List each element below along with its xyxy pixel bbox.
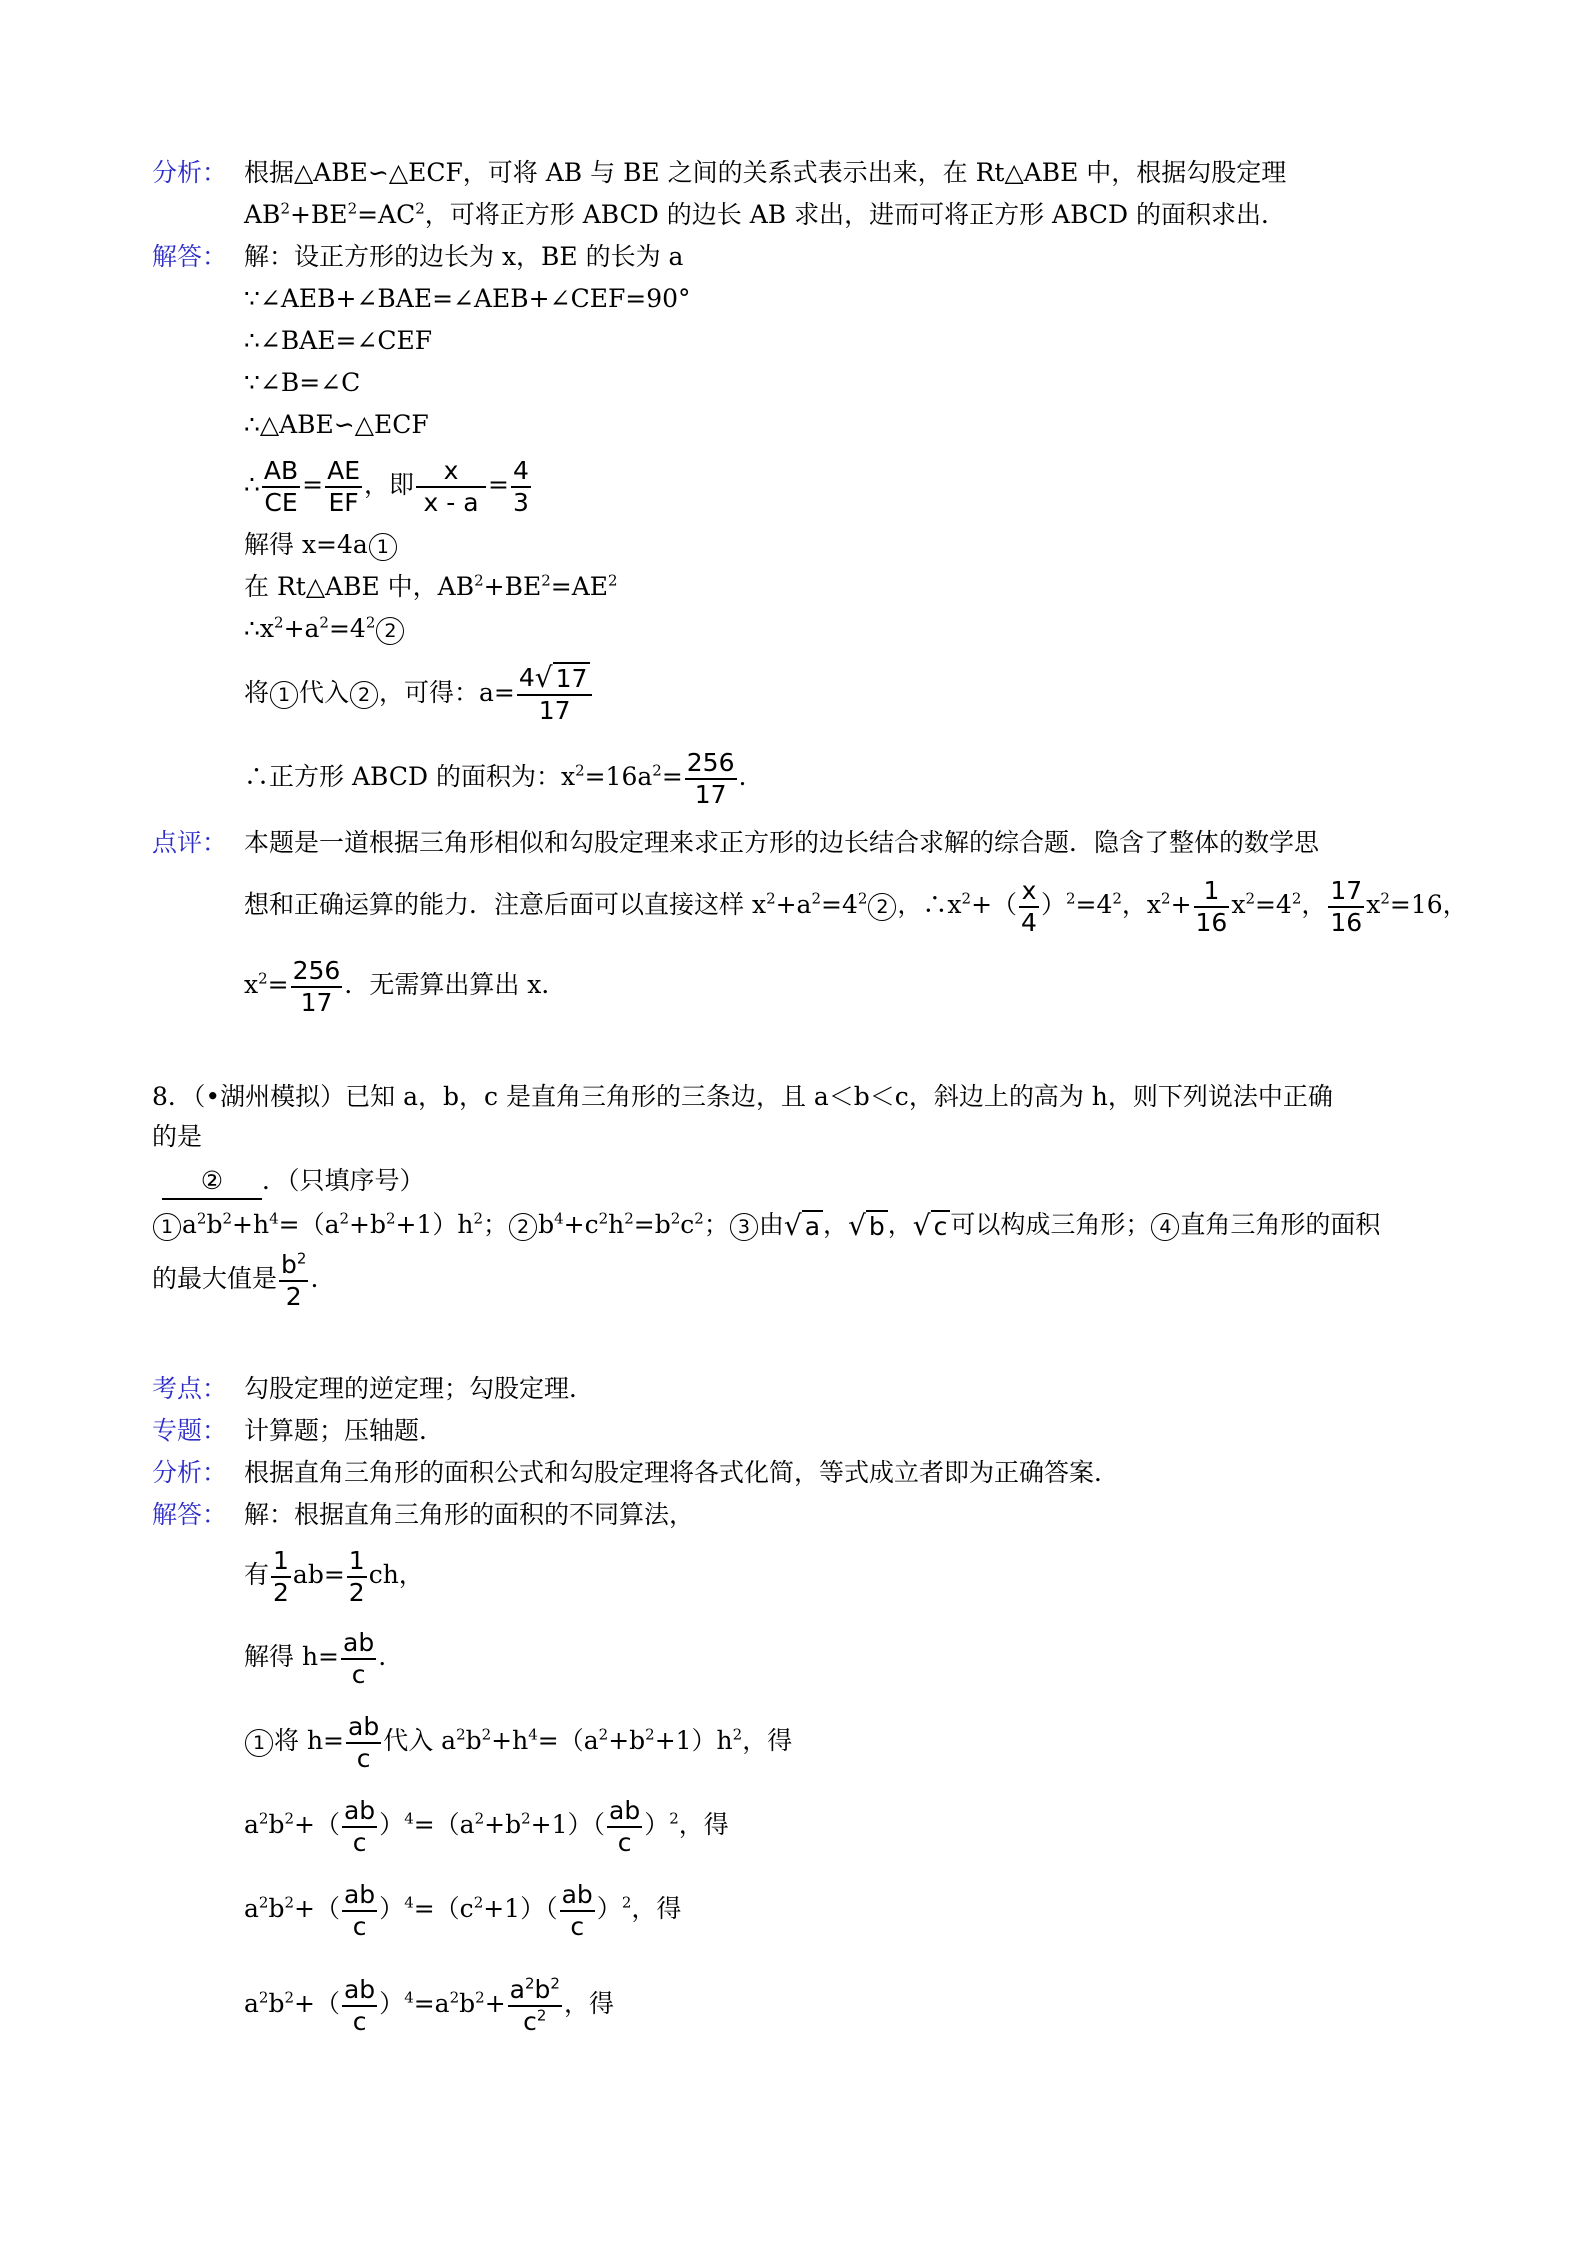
square-root: √ c xyxy=(913,1209,951,1244)
circled-number: 1 xyxy=(245,1729,273,1757)
solution-line: ∴∠BAE=∠CEF xyxy=(244,326,433,355)
solution-line: $a^2b^2+$（ $\frac{ab}{c}$ ）$^4=(c^2+1)$（ $\frac{ab}{c}$ ）$^2$，得 xyxy=(244,1879,682,1941)
fraction: $\frac{1}{2}$ xyxy=(273,1545,289,1607)
fraction: $\frac{AB}{CE}$ xyxy=(263,455,299,517)
fraction: $\frac{4}{3}$ xyxy=(513,455,529,517)
answer-label: 解答： xyxy=(152,242,228,271)
comment-line1: 本题是一道根据三角形相似和勾股定理来求正方形的边长结合求解的综合题．隐含了整体的数学思 xyxy=(244,828,1320,857)
circled-number: 1 xyxy=(369,533,397,561)
circled-number: 2 xyxy=(868,893,896,921)
fraction: $\frac{b^2}{2}$ xyxy=(281,1249,307,1311)
kaodian-text: 勾股定理的逆定理；勾股定理． xyxy=(244,1374,595,1403)
fraction: $\frac{ab}{c}$ xyxy=(348,1711,380,1773)
fraction: $\frac{x}{4}$ xyxy=(1021,875,1037,937)
circled-number: 1 xyxy=(153,1213,181,1241)
solution-line: 在 Rt△ABE 中，$AB^2+BE^2=AE^2$ xyxy=(244,571,618,601)
analysis-label: 分析： xyxy=(152,1458,228,1487)
answer-blank: ② xyxy=(162,1164,262,1200)
fraction: $\frac{ab}{c}$ xyxy=(343,1795,376,1857)
question-8-stem: 8．（•湖州模拟）已知 a，b，c 是直角三角形的三条边，且 a＜b＜c，斜边上的高为 h，则下列说法中正确 xyxy=(152,1082,1333,1111)
substitution-line: 将 1 代入 2 ，可得：a= $\frac{4√ 17}{17}$ xyxy=(244,660,594,726)
question-8-stem-cont: 的是 xyxy=(152,1122,203,1151)
analysis-label: 分析： xyxy=(152,158,228,187)
solution-line: ∵∠B=∠C xyxy=(244,368,361,397)
fraction: $\frac{17}{16}$ xyxy=(1330,875,1363,937)
fraction: $\frac{a^2b^2}{c^2}$ xyxy=(509,1974,560,2036)
question-options-line2: 的最大值是 $\frac{b^2}{2}$ . xyxy=(152,1249,319,1311)
fraction: $\frac{ab}{c}$ xyxy=(343,1879,376,1941)
area-result-line: ∴正方形 ABCD 的面积为：$x^2=16a^2=$ $\frac{256}{17}$ . xyxy=(244,747,747,809)
comment-line2: 想和正确运算的能力．注意后面可以直接这样 $x^2+a^2=4^2$ 2 ，$\therefore x^2+$（ $\frac{x}{4}$ ）$^2=4^2$，$x^2+$ $\frac{1}{16}$ $x^2=4^2$， $\frac{17}{16}$ $x^2=16$， xyxy=(244,875,1468,937)
analysis-text-line2: $AB^2+BE^2=AC^2$，可将正方形 ABCD 的边长 AB 求出，进而可将正方形 ABCD 的面积求出． xyxy=(244,199,1287,229)
fraction: $\frac{AE}{EF}$ xyxy=(327,455,361,517)
solution-line: $\therefore x^2+a^2=4^2$ 2 xyxy=(244,612,405,646)
comment-label: 点评： xyxy=(152,828,228,857)
fraction: $\frac{1}{2}$ xyxy=(348,1545,365,1607)
solution-line: 解得 x=4a 1 xyxy=(244,528,398,562)
fraction: $\frac{256}{17}$ xyxy=(292,955,341,1017)
circled-number: 4 xyxy=(1151,1213,1179,1241)
circled-number: 3 xyxy=(730,1213,758,1241)
circled-number: 1 xyxy=(270,681,298,709)
circled-number: 2 xyxy=(509,1213,537,1241)
kaodian-label: 考点： xyxy=(152,1374,228,1403)
solution-line: $a^2b^2+$（ $\frac{ab}{c}$ ）$^4=(a^2+b^2+1)$（ $\frac{ab}{c}$ ）$^2$，得 xyxy=(244,1795,729,1857)
solution-line: 有 $\frac{1}{2}$ ab= $\frac{1}{2}$ ch， xyxy=(244,1545,424,1607)
fraction: $\frac{x}{x - a}$ xyxy=(416,456,486,518)
circled-number: 2 xyxy=(350,681,378,709)
circled-number: 2 xyxy=(376,617,404,645)
solution-line: 解：根据直角三角形的面积的不同算法， xyxy=(244,1500,695,1529)
square-root: √ a xyxy=(784,1209,823,1244)
square-root: √ 17 xyxy=(535,663,591,694)
fraction: $\frac{256}{17}$ xyxy=(686,747,735,809)
square-root: √ b xyxy=(848,1209,888,1244)
fraction: $\frac{ab}{c}$ xyxy=(561,1879,593,1941)
comment-line3: $x^2=$ $\frac{256}{17}$ ．无需算出算出 x． xyxy=(244,955,567,1017)
solution-line: $a^2b^2+$（ $\frac{ab}{c}$ ）$^4=a^2b^2+$ $\frac{a^2b^2}{c^2}$ ，得 xyxy=(244,1974,614,2036)
solution-line: ∵∠AEB+∠BAE=∠AEB+∠CEF=90° xyxy=(244,284,691,313)
fraction: $\frac{1}{16}$ xyxy=(1195,875,1228,937)
proportion-line: ∴ $\frac{AB}{CE}$ = $\frac{AE}{EF}$ ，即 $\frac{x}{x - a}$ = $\frac{4}{3}$ xyxy=(244,455,529,517)
analysis-text: 根据直角三角形的面积公式和勾股定理将各式化简，等式成立者即为正确答案． xyxy=(244,1458,1120,1487)
fraction: $\frac{4√ 17}{17}$ xyxy=(517,663,593,727)
fraction: $\frac{ab}{c}$ xyxy=(343,1974,376,2036)
question-options-line: 1 $a^2b^2+h^4=(a^2+b^2+1)h^2$； 2 $b^4+c^2h^2=b^2c^2$； 3 由√ a ，√ b ，√ c 可以构成三角形； 4 直角三角形的面积 xyxy=(152,1208,1380,1244)
solution-line: 1 将 h= $\frac{ab}{c}$ 代入 $a^2b^2+h^4=(a^2+b^2+1)h^2$，得 xyxy=(244,1708,792,1774)
answer-blank-line: ② ．（只填序号） xyxy=(152,1164,425,1200)
fraction: $\frac{ab}{c}$ xyxy=(343,1627,375,1689)
solution-line: 解：设正方形的边长为 x，BE 的长为 a xyxy=(244,242,684,271)
fraction: $\frac{ab}{c}$ xyxy=(609,1795,641,1857)
solution-line: 解得 h= $\frac{ab}{c}$ . xyxy=(244,1627,387,1689)
analysis-text-line1: 根据△ABE∽△ECF，可将 AB 与 BE 之间的关系式表示出来，在 Rt△ABE 中，根据勾股定理 xyxy=(244,158,1287,187)
solution-line: ∴△ABE∽△ECF xyxy=(244,410,429,439)
zhuanti-text: 计算题；压轴题． xyxy=(244,1416,445,1445)
zhuanti-label: 专题： xyxy=(152,1416,228,1445)
answer-label: 解答： xyxy=(152,1500,228,1529)
